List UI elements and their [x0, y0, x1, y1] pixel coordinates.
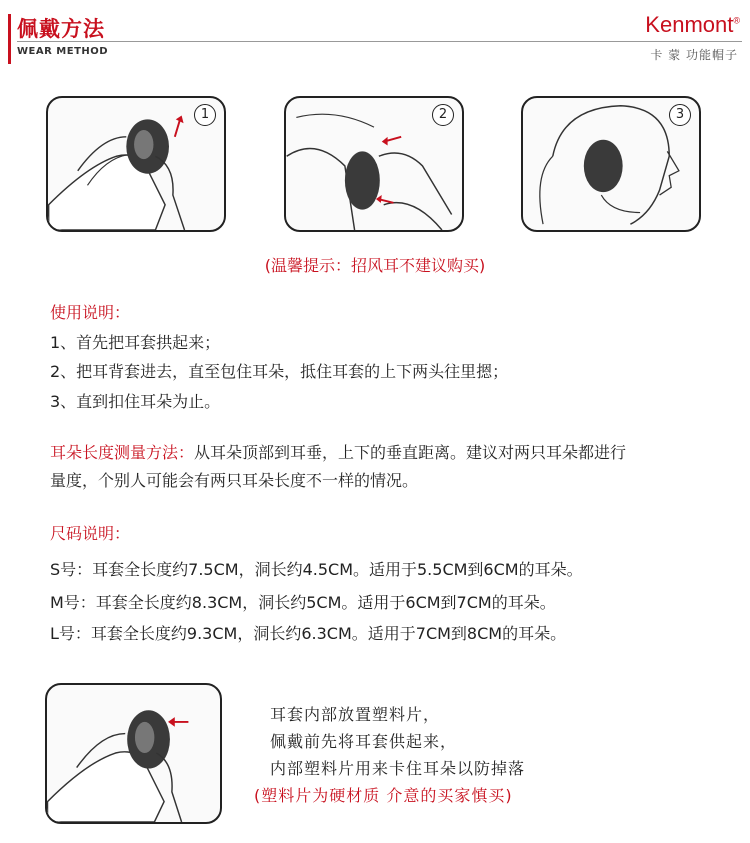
- step-number-badge: 2: [432, 104, 454, 126]
- plastic-insert-image: [45, 683, 222, 824]
- note-line: 耳套内部放置塑料片，: [270, 705, 441, 724]
- size-item-m: M号：耳套全长度约8.3CM，洞长约5CM。适用于6CM到7CM的耳朵。: [50, 593, 556, 612]
- header-divider: [17, 41, 742, 42]
- page-subtitle: WEAR METHOD: [17, 46, 109, 57]
- brand-logo: [645, 12, 740, 38]
- size-heading: 尺码说明：: [50, 524, 131, 543]
- measure-text-continued: 量度，个别人可能会有两只耳朵长度不一样的情况。: [50, 471, 419, 490]
- usage-item: 2、把耳背套进去，直至包住耳朵，抵住耳套的上下两头往里摁；: [50, 362, 509, 381]
- page-title: 佩戴方法: [17, 17, 105, 41]
- usage-item: 1、首先把耳套拱起来；: [50, 333, 221, 352]
- size-item-l: L号：耳套全长度约9.3CM，洞长约6.3CM。适用于7CM到8CM的耳朵。: [50, 624, 567, 643]
- page-header: [0, 0, 750, 70]
- usage-heading: 使用说明：: [50, 303, 131, 322]
- size-item-s: S号：耳套全长度约7.5CM，洞长约4.5CM。适用于5.5CM到6CM的耳朵。: [50, 560, 583, 579]
- header-accent-bar: [8, 14, 11, 64]
- material-warning: (塑料片为硬材质 介意的买家慎买): [254, 786, 513, 805]
- brand-subtitle: 卡 蒙 功能帽子: [650, 48, 738, 62]
- step-1-image: [46, 96, 226, 232]
- step-3-image: [521, 96, 701, 232]
- hand-earmuff-insert-illustration: [47, 685, 220, 822]
- step-number-badge: 3: [669, 104, 691, 126]
- brand-trademark: ®: [733, 15, 740, 26]
- note-line: 佩戴前先将耳套供起来，: [270, 732, 458, 751]
- step-number-badge: 1: [194, 104, 216, 126]
- usage-item: 3、直到扣住耳朵为止。: [50, 392, 221, 411]
- measure-label: 耳朵长度测量方法：: [50, 443, 195, 462]
- measure-paragraph: [50, 440, 626, 463]
- warm-tip: (温馨提示：招风耳不建议购买): [264, 256, 486, 275]
- note-line: 内部塑料片用来卡住耳朵以防掉落: [270, 759, 526, 778]
- brand-name: Kenmont: [645, 12, 734, 37]
- step-2-image: [284, 96, 464, 232]
- measure-text: 从耳朵顶部到耳垂，上下的垂直距离。建议对两只耳朵都进行: [194, 443, 627, 462]
